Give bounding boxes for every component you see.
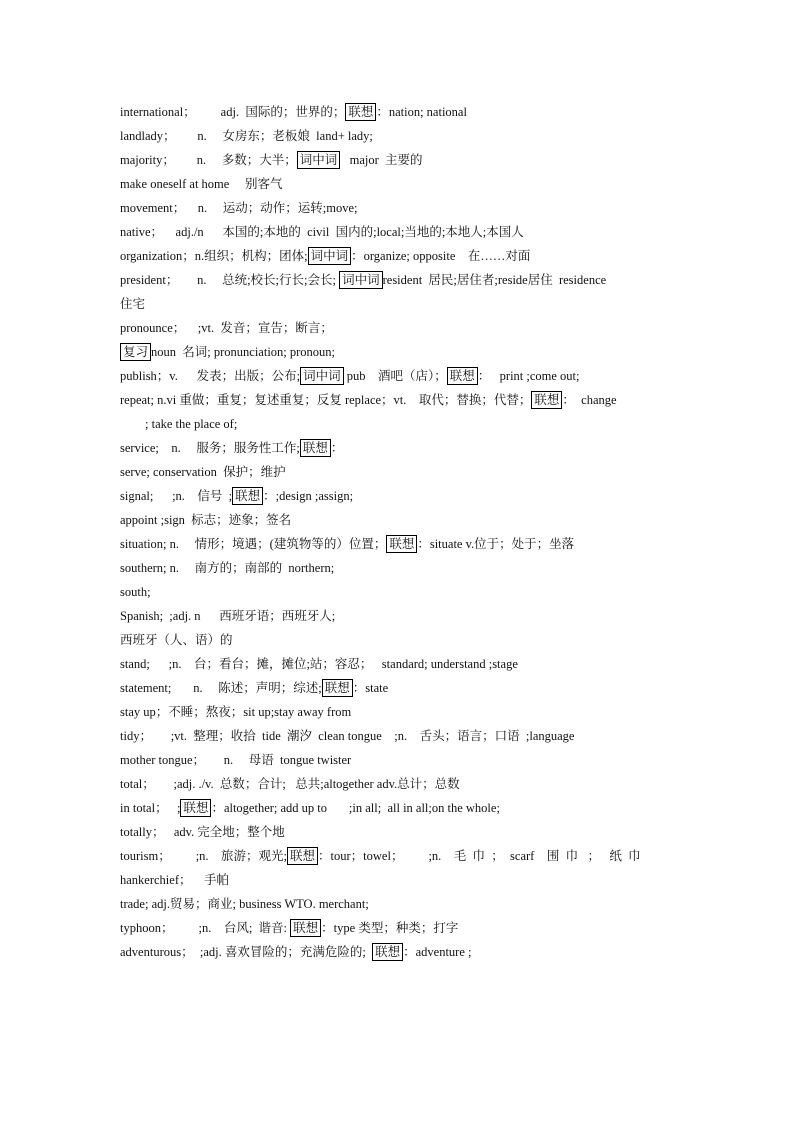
line-text: totally； adv. 完全地；整个地	[120, 825, 285, 839]
boxed-label: 联想	[287, 847, 318, 865]
vocab-line	[120, 484, 690, 508]
line-text: typhoon； ;n. 台风; 谐音:	[120, 921, 291, 935]
boxed-label: 联想	[290, 919, 321, 937]
vocab-line	[120, 292, 690, 316]
line-text: signal; ;n. 信号 ;	[120, 489, 233, 503]
line-text: ： change	[562, 393, 617, 407]
line-text: ; take the place of;	[120, 417, 238, 431]
line-text: ：organize; opposite 在……对面	[351, 249, 531, 263]
vocab-line	[120, 676, 690, 700]
vocab-line	[120, 892, 690, 916]
line-text: adventurous； ;adj. 喜欢冒险的；充满危险的;	[120, 945, 373, 959]
vocab-line	[120, 172, 690, 196]
vocabulary-list	[120, 100, 690, 964]
vocab-line	[120, 844, 690, 868]
line-text: make oneself at home 别客气	[120, 177, 283, 191]
boxed-label: 联想	[180, 799, 211, 817]
vocab-line	[120, 940, 690, 964]
line-text: Spanish; ;adj. n 西班牙语；西班牙人;	[120, 609, 336, 623]
vocab-line	[120, 796, 690, 820]
line-text: resident 居民;居住者;reside居住 residence	[382, 273, 607, 287]
line-text: tidy； ;vt. 整理；收拾 tide 潮汐 clean tongue ;n. 舌头；语言；口语 ;language	[120, 729, 575, 743]
boxed-label: 词中词	[297, 151, 341, 169]
line-text: ：adventure ;	[403, 945, 472, 959]
line-text: 住宅	[120, 297, 146, 311]
boxed-label: 联想	[372, 943, 403, 961]
vocab-line	[120, 580, 690, 604]
vocab-line	[120, 556, 690, 580]
line-text: stand; ;n. 台；看台；摊，摊位;站；容忍； standard; understand ;stage	[120, 657, 518, 671]
line-text: ：	[330, 441, 344, 455]
vocab-line	[120, 412, 690, 436]
line-text: pub 酒吧（店）；	[343, 369, 447, 383]
line-text: noun 名词; pronunciation; pronoun;	[151, 345, 336, 359]
vocab-line	[120, 388, 690, 412]
vocab-line	[120, 148, 690, 172]
line-text: landlady； n. 女房东；老板娘 land+ lady;	[120, 129, 373, 143]
vocab-line	[120, 868, 690, 892]
line-text: movement； n. 运动；动作；运转;move;	[120, 201, 358, 215]
boxed-label: 联想	[345, 103, 376, 121]
line-text: ：;design ;assign;	[263, 489, 354, 503]
vocab-line	[120, 364, 690, 388]
line-text: international； adj. 国际的；世界的；	[120, 105, 346, 119]
vocab-line	[120, 700, 690, 724]
boxed-label: 联想	[386, 535, 417, 553]
vocab-line	[120, 532, 690, 556]
vocab-line	[120, 916, 690, 940]
vocab-line	[120, 340, 690, 364]
line-text: appoint ;sign 标志；迹象；签名	[120, 513, 292, 527]
line-text: ： print ;come out;	[477, 369, 580, 383]
line-text: ：state	[352, 681, 389, 695]
vocab-line	[120, 820, 690, 844]
line-text: situation; n. 情形；境遇；(建筑物等的）位置；	[120, 537, 387, 551]
line-text: total； ;adj. ./v. 总数；合计; 总共;altogether adv.总计；总数	[120, 777, 460, 791]
vocab-line	[120, 220, 690, 244]
vocab-line	[120, 628, 690, 652]
vocab-line	[120, 772, 690, 796]
vocab-line	[120, 748, 690, 772]
boxed-label: 词中词	[300, 367, 344, 385]
vocab-line	[120, 124, 690, 148]
line-text: serve; conservation 保护；维护	[120, 465, 286, 479]
line-text: president； n. 总统;校长;行长;会长;	[120, 273, 340, 287]
line-text: ：altogether; add up to ;in all; all in all;on the whole;	[211, 801, 500, 815]
line-text: stay up；不睡；熬夜；sit up;stay away from	[120, 705, 352, 719]
boxed-label: 词中词	[308, 247, 352, 265]
boxed-label: 复习	[120, 343, 151, 361]
boxed-label: 联想	[300, 439, 331, 457]
vocab-line	[120, 508, 690, 532]
line-text: ：nation; national	[376, 105, 467, 119]
vocab-line	[120, 604, 690, 628]
line-text: repeat; n.vi 重做；重复；复述重复；反复 replace；vt. 取代；替换；代替；	[120, 393, 532, 407]
line-text: southern; n. 南方的；南部的 northern;	[120, 561, 335, 575]
line-text: service; n. 服务；服务性工作;	[120, 441, 300, 455]
boxed-label: 联想	[447, 367, 478, 385]
line-text: ：situate v.位于；处于；坐落	[417, 537, 575, 551]
line-text: publish；v. 发表；出版；公布;	[120, 369, 301, 383]
line-text: trade; adj.贸易；商业; business WTO. merchant;	[120, 897, 369, 911]
line-text: native； adj./n 本国的;本地的 civil 国内的;local;当地的;本地人;本国人	[120, 225, 524, 239]
line-text: 西班牙（人、语）的	[120, 633, 233, 647]
line-text: south;	[120, 585, 151, 599]
boxed-label: 联想	[322, 679, 353, 697]
line-text: in total； ;	[120, 801, 181, 815]
vocab-line	[120, 652, 690, 676]
vocab-line	[120, 316, 690, 340]
vocab-line	[120, 460, 690, 484]
vocab-line	[120, 724, 690, 748]
vocab-line	[120, 268, 690, 292]
line-text: major 主要的	[340, 153, 423, 167]
line-text: majority； n. 多数；大半；	[120, 153, 297, 167]
line-text: organization；n.组织；机构；团体;	[120, 249, 308, 263]
boxed-label: 词中词	[339, 271, 383, 289]
vocab-line	[120, 244, 690, 268]
line-text: hankerchief； 手帕	[120, 873, 229, 887]
vocab-line	[120, 100, 690, 124]
boxed-label: 联想	[531, 391, 562, 409]
line-text: ：type 类型；种类；打字	[321, 921, 459, 935]
vocab-line	[120, 196, 690, 220]
line-text: statement; n. 陈述；声明；综述;	[120, 681, 322, 695]
line-text: tourism； ;n. 旅游；观光;	[120, 849, 288, 863]
vocab-line	[120, 436, 690, 460]
line-text: ：tour；towel； ;n. 毛 巾 ； scarf 围 巾 ； 纸 巾	[318, 849, 641, 863]
line-text: pronounce； ;vt. 发音；宣告；断言；	[120, 321, 333, 335]
boxed-label: 联想	[232, 487, 263, 505]
line-text: mother tongue； n. 母语 tongue twister	[120, 753, 352, 767]
